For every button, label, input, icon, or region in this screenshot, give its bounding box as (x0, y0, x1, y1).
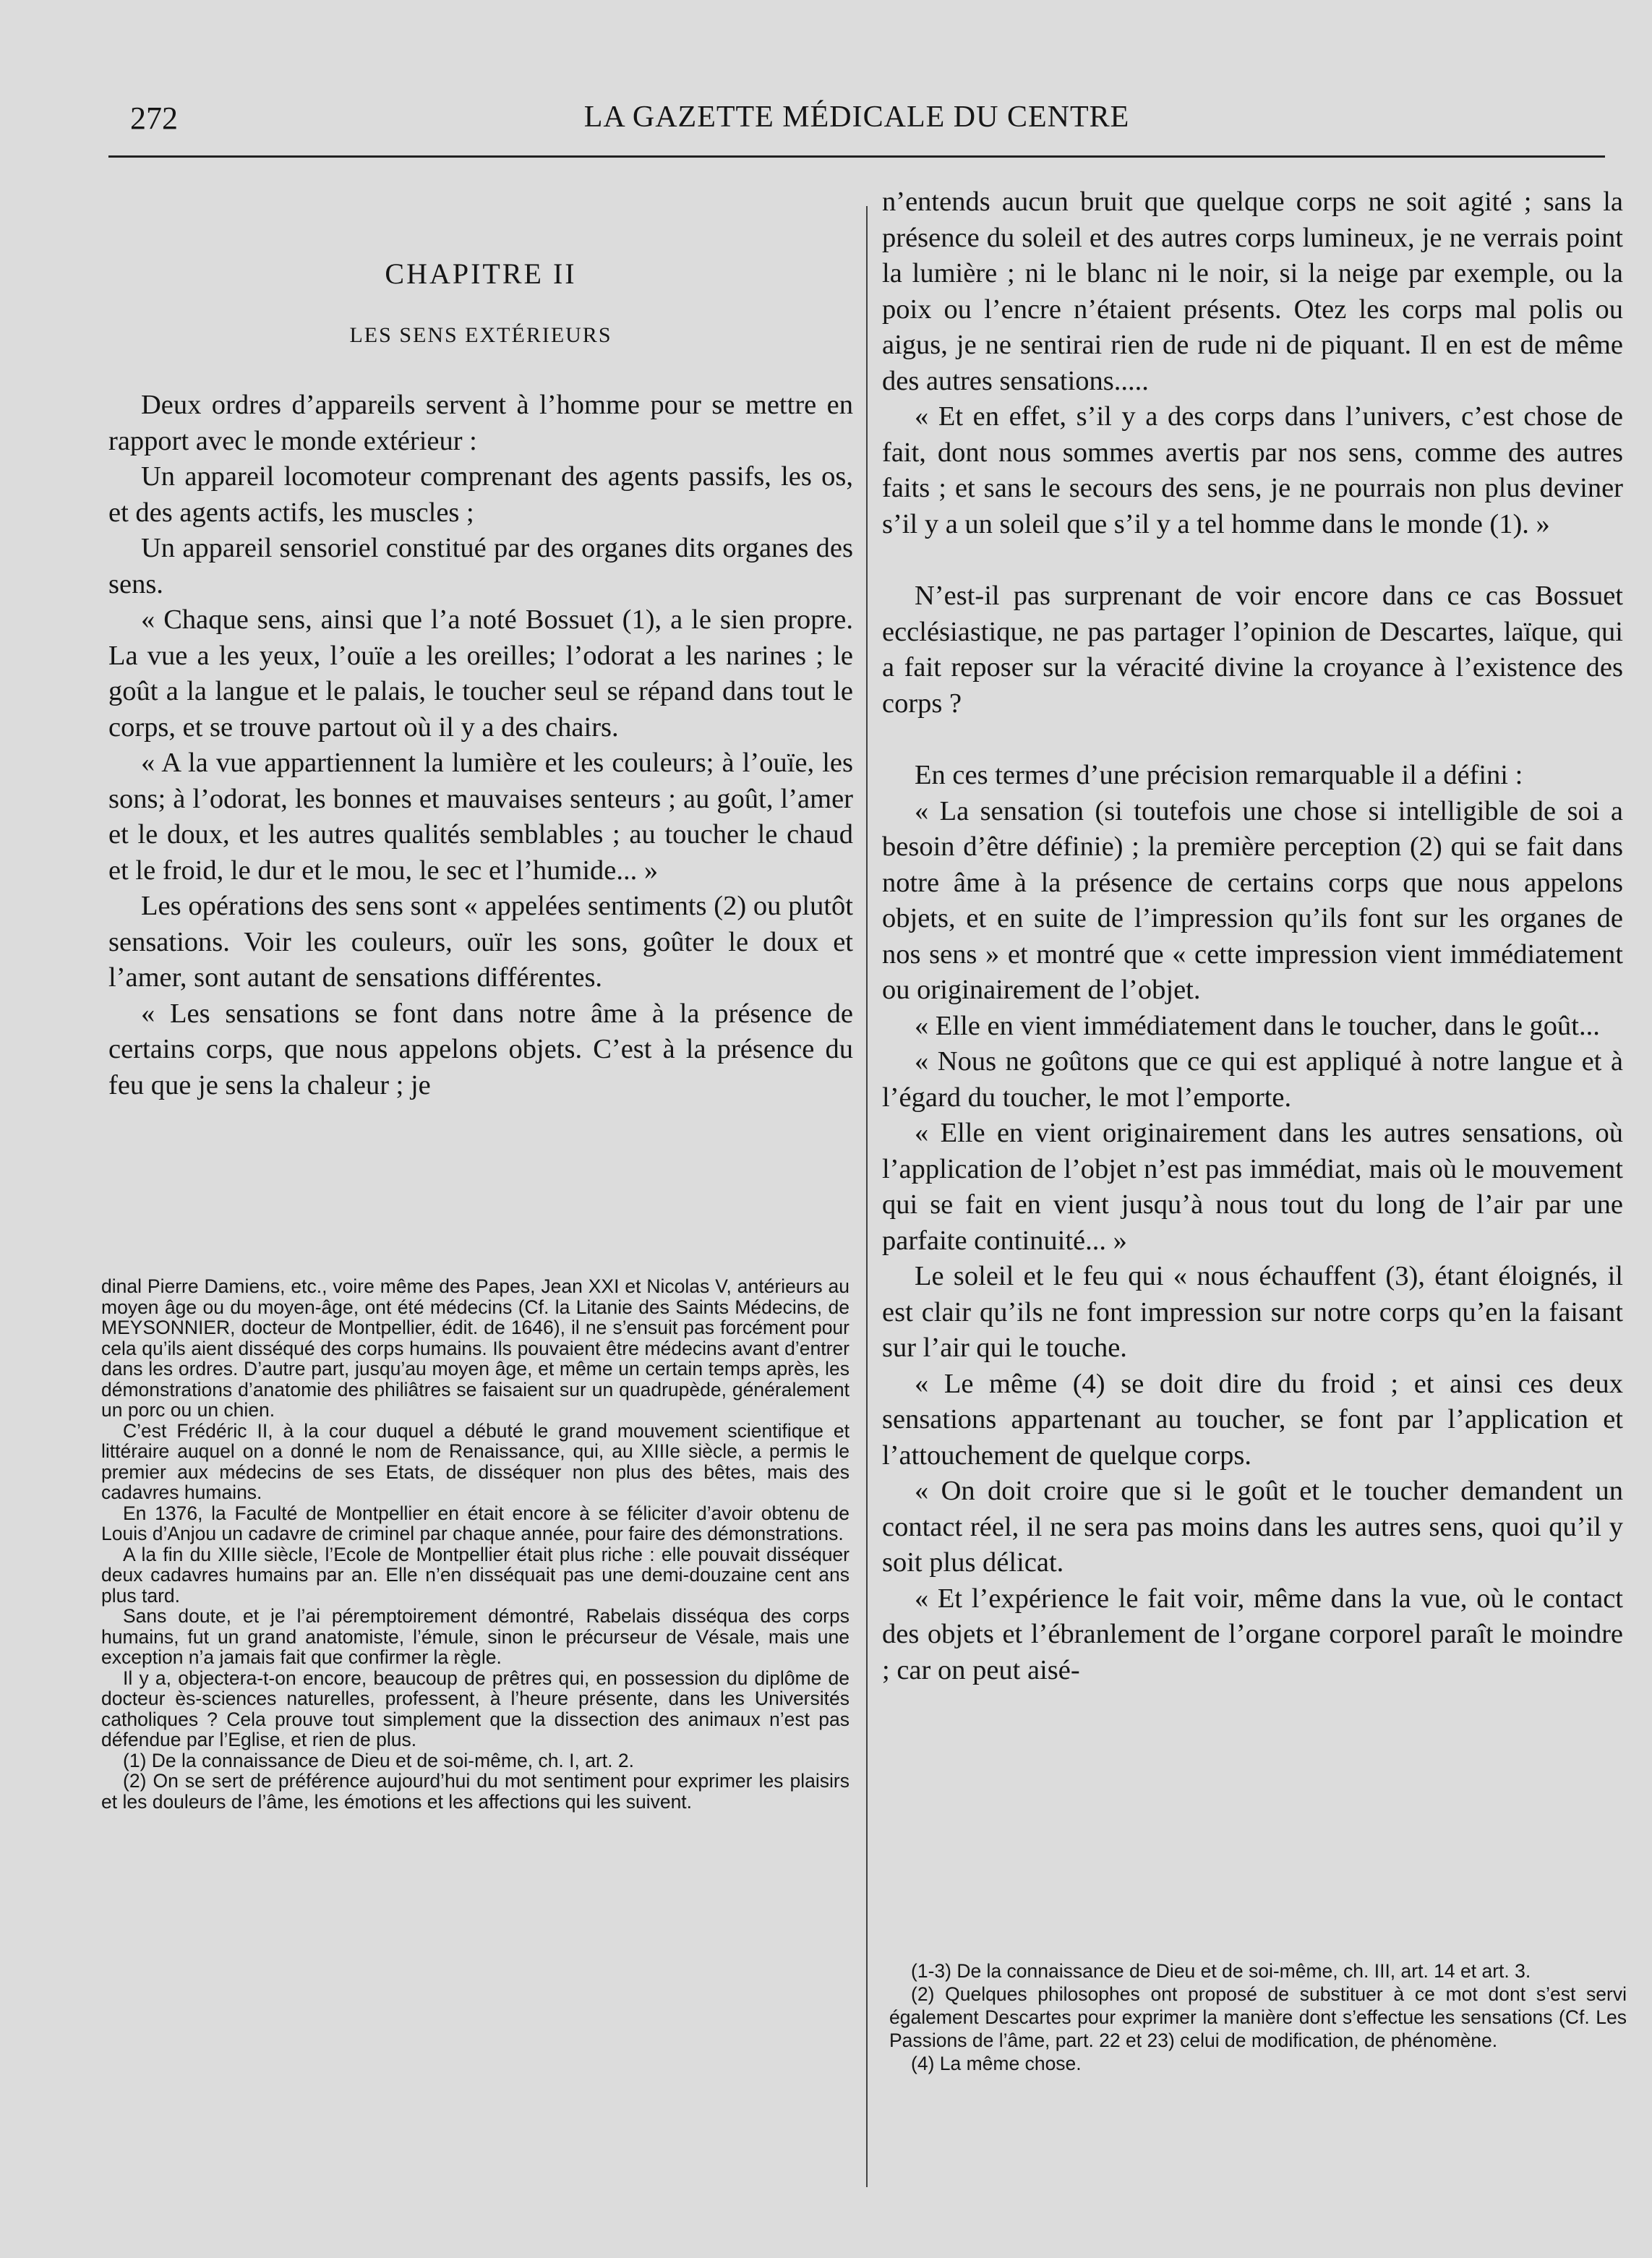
paragraph: Un appareil locomoteur comprenant des agents passifs, les os, et des agents actifs, les muscles ; (108, 461, 853, 528)
chapter-title: CHAPITRE II (385, 257, 577, 290)
paragraph: Le soleil et le feu qui « nous échauffent (3), étant éloignés, il est clair qu’ils ne font impression sur notre corps qu’en la faisant sur l’air qui le touche. (882, 1261, 1623, 1363)
paragraph: N’est-il pas surprenant de voir encore dans ce cas Bossuet ecclésiastique, ne pas partager l’opinion de Descartes, laïque, qui a fait reposer sur la véracité divine la croyance à l’existence des corps ? (882, 581, 1623, 719)
chapter-subtitle: LES SENS EXTÉRIEURS (349, 323, 612, 347)
footnote: C’est Frédéric II, à la cour duquel a débuté le grand mouvement scientifique et littéraire auquel on a donné le nom de Renaissance, qui, au XIIIe siècle, a permis le premier aux médecins de ses Etats, de disséquer non plus des bêtes, mais des cadavres humains. (101, 1419, 849, 1503)
left-footnotes (101, 1276, 849, 1812)
footnote: (4) La même chose. (911, 2053, 1082, 2074)
page-header (108, 100, 1605, 143)
footnote: (1-3) De la connaissance de Dieu et de soi-même, ch. III, art. 14 et art. 3. (911, 1960, 1531, 1982)
paragraph: « Elle en vient immédiatement dans le toucher, dans le goût... (915, 1010, 1600, 1041)
footnote: A la fin du XIIIe siècle, l’Ecole de Montpellier était plus riche : elle pouvait disséquer deux cadavres humains par an. Elle n’en disséquait pas une demi-douzaine cent ans plus tard. (101, 1543, 849, 1607)
footnote: (1) De la connaissance de Dieu et de soi-même, ch. I, art. 2. (123, 1749, 634, 1771)
paragraph: « On doit croire que si le goût et le toucher demandent un contact réel, il ne sera pas moins dans les autres sens, quoi qu’il y soit plus délicat. (882, 1476, 1623, 1578)
paragraph: Un appareil sensoriel constitué par des organes dits organes des sens. (108, 533, 853, 599)
footnote: Sans doute, et je l’ai péremptoirement démontré, Rabelais disséqua des corps humains, fut un grand anatomiste, l’émule, sinon le précurseur de Vésale, mais une exception n’a jamais fait que confirmer la règle. (101, 1605, 849, 1668)
paragraph: Deux ordres d’appareils servent à l’homme pour se mettre en rapport avec le monde extérieur : (108, 390, 853, 456)
footnote: (2) Quelques philosophes ont proposé de substituer à ce mot dont s’est servi également Descartes pour exprimer la manière dont s’effectue les sensations (Cf. Les Passions de l’âme, part. 22 et 23) celui de modification, de phénomène. (889, 1983, 1627, 2051)
paragraph: « Les sensations se font dans notre âme à la présence de certains corps, que nous appelons objets. C’est à la présence du feu que je sens la chaleur ; je (108, 998, 853, 1100)
paragraph: En ces termes d’une précision remarquable il a défini : (915, 760, 1523, 790)
left-column (108, 257, 853, 1103)
journal-title: LA GAZETTE MÉDICALE DU CENTRE (583, 101, 1130, 134)
paragraph: « Elle en vient originairement dans les autres sensations, où l’application de l’objet n’est pas immédiat, mais où le mouvement qui se fait en vient jusqu’à nous tout du long de l’air par une parfaite continuité... » (882, 1118, 1623, 1256)
paragraph: « Chaque sens, ainsi que l’a noté Bossuet (1), a le sien propre. La vue a les yeux, l’ouïe a les oreilles; l’odorat a les narines ; le goût a la langue et le palais, le toucher seul se répand dans tout le corps, et se trouve partout où il y a des chairs. (108, 604, 853, 743)
column-divider (866, 206, 868, 2187)
footnote: En 1376, la Faculté de Montpellier en était encore à se féliciter d’avoir obtenu de Louis d’Anjou un cadavre de criminel par chaque année, pour faire des démonstrations. (101, 1502, 849, 1544)
header-rule (108, 155, 1605, 158)
page-number: 272 (130, 101, 178, 136)
paragraph: « Et en effet, s’il y a des corps dans l’univers, c’est chose de fait, dont nous sommes avertis par nos sens, comme des autres faits ; et sans le secours des sens, je ne pourrais non plus deviner s’il y a un soleil que s’il y a tel homme dans le monde (1). » (882, 401, 1623, 539)
paragraph: Les opérations des sens sont « appelées sentiments (2) ou plutôt sensations. Voir les couleurs, ouïr les sons, goûter le doux et l’amer, sont autant de sensations différentes. (108, 891, 853, 993)
paragraph: « Nous ne goûtons que ce qui est appliqué à notre langue et à l’égard du toucher, le mot l’emporte. (882, 1046, 1623, 1113)
paragraph: n’entends aucun bruit que quelque corps ne soit agité ; sans la présence du soleil et des autres corps lumineux, je ne verrais point la lumière ; ni le blanc ni le noir, si la neige par exemple, ou la poix ou l’encre n’étaient présents. Otez les corps mal polis ou aigus, je ne sentirai rien de rude ni de piquant. Il en est de même des autres sensations..... (882, 187, 1623, 396)
paragraph: « A la vue appartiennent la lumière et les couleurs; à l’ouïe, les sons; à l’odorat, les bonnes et mauvaises senteurs ; au goût, l’amer et le doux, et les autres qualités semblables ; au toucher le chaud et le froid, le dur et le mou, le sec et l’humide... » (108, 748, 853, 886)
paragraph: « La sensation (si toutefois une chose si intelligible de soi a besoin d’être définie) ; la première perception (2) qui se fait dans notre âme à la présence de certains corps que nous appelons objets, et en suite de l’impression qu’ils font sur les organes de nos sens » et montré que « cette impression vient immédiatement ou originairement de l’objet. (882, 795, 1623, 1005)
paragraph: « Le même (4) se doit dire du froid ; et ainsi ces deux sensations appartenant au toucher, se font par l’application et l’attouchement de quelque corps. (882, 1368, 1623, 1471)
right-footnotes (889, 1959, 1627, 2075)
footnote: dinal Pierre Damiens, etc., voire même des Papes, Jean XXI et Nicolas V, antérieurs au moyen âge ou du moyen-âge, ont été médecins (Cf. la Litanie des Saints Médecins, de MEYSONNIER, docteur de Montpellier, édit. de 1646), il ne s’ensuit pas forcément pour cela qu’ils aient disséqué des corps humains. Ils pouvaient être médecins avant d’entrer dans les ordres. D’autre part, jusqu’au moyen âge, et même un certain temps après, les démonstrations d’anatomie des philiâtres se faisaient sur un quadrupède, généralement un porc ou un chien. (101, 1275, 849, 1421)
footnote: (2) On se sert de préférence aujourd’hui du mot sentiment pour exprimer les plaisirs et les douleurs de l’âme, les émotions et les affections qui les suivent. (101, 1770, 849, 1813)
footnote: Il y a, objectera-t-on encore, beaucoup de prêtres qui, en possession du diplôme de docteur ès-sciences naturelles, professent, à l’heure présente, dans les Universités catholiques ? Cela prouve tout simplement que la dissection des animaux n’est pas défendue par l’Eglise, et rien de plus. (101, 1667, 849, 1750)
paragraph: « Et l’expérience le fait voir, même dans la vue, où le contact des objets et l’ébranlement de l’organe corporel paraît le moindre ; car on peut aisé- (882, 1583, 1623, 1685)
right-column (882, 184, 1623, 1688)
